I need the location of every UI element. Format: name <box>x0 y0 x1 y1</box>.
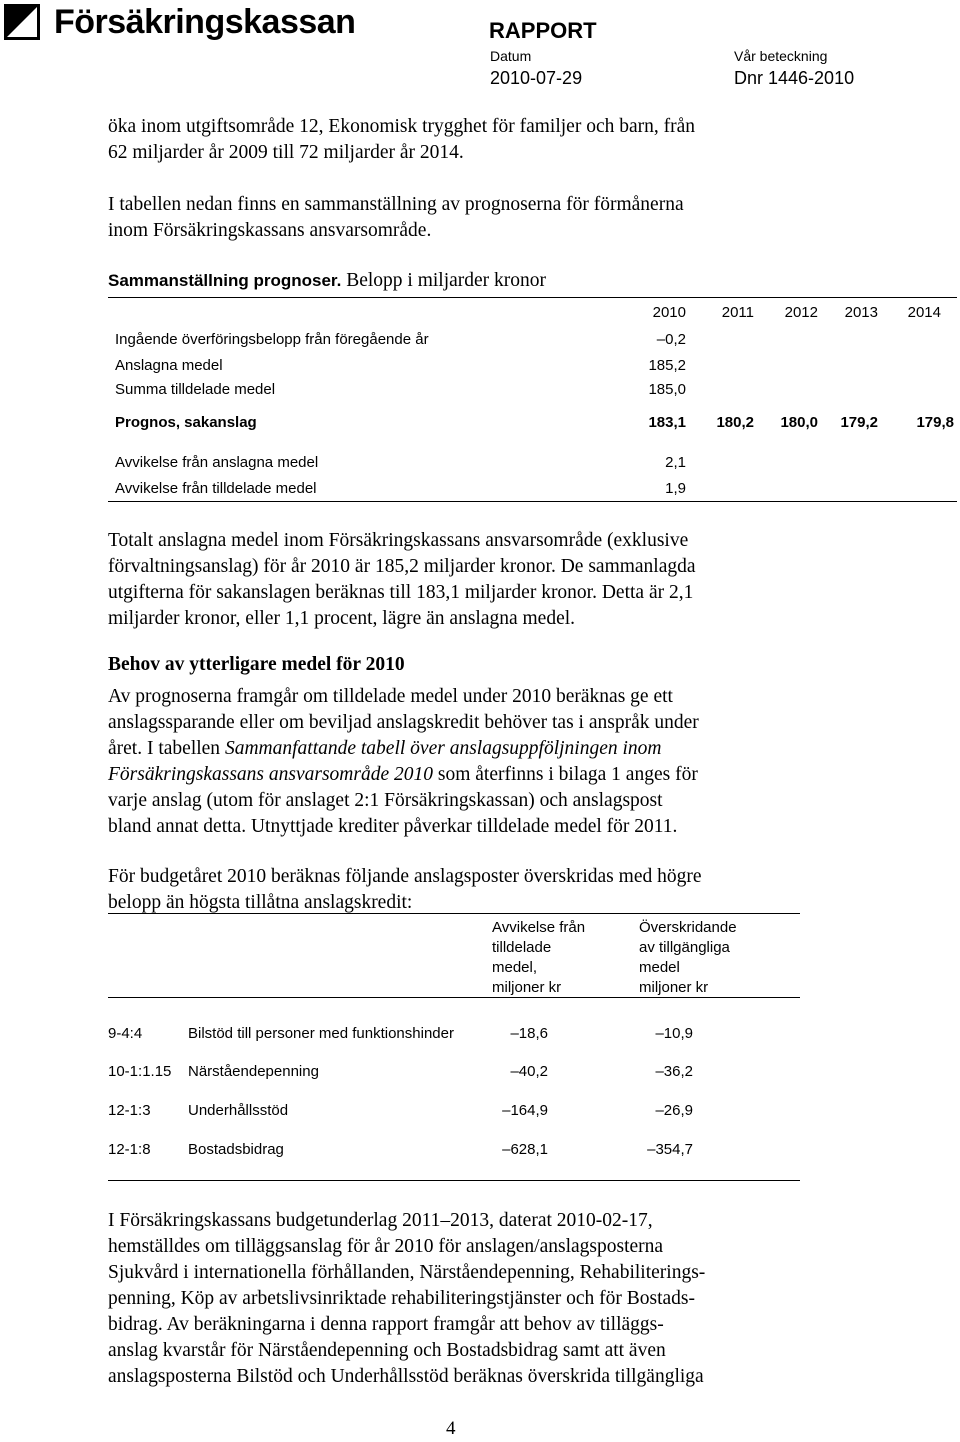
value-2014: 179,8 <box>916 414 954 431</box>
text-line: För budgetåret 2010 beräknas följande anslagsposter överskridas med högre <box>108 866 702 887</box>
value-2010: –0,2 <box>656 331 686 348</box>
value-2010: 185,2 <box>648 357 686 374</box>
row-overrun: –10,9 <box>655 1025 693 1042</box>
table-row <box>0 454 960 474</box>
text-line: belopp än högsta tillåtna anslagskredit: <box>108 892 413 913</box>
text-line: anslag kvarstår för Närståendepenning och Bostadsbidrag samt att även <box>108 1340 666 1361</box>
text-line: utgifterna för sakanslagen beräknas till 183,1 miljarder kronor. Detta är 2,1 <box>108 582 694 603</box>
text-line: anslagsposterna Bilstöd och Underhållsstöd beräknas överskrida tillgängliga <box>108 1366 704 1387</box>
row-deviation: –164,9 <box>502 1102 548 1119</box>
row-label: Summa tilldelade medel <box>115 381 276 398</box>
row-code: 10-1:1.15 <box>108 1063 172 1080</box>
value-2012: 180,0 <box>780 414 818 431</box>
text-line <box>108 736 828 762</box>
row-name: Bilstöd till personer med funktionshinder <box>188 1025 454 1042</box>
table-row <box>0 1063 960 1083</box>
row-label: Anslagna medel <box>115 357 223 374</box>
intro-paragraph <box>108 114 828 166</box>
table-row <box>0 331 960 351</box>
italic-title: Försäkringskassans ansvarsområde 2010 <box>108 764 434 785</box>
text-line: varje anslag (utom för anslaget 2:1 Försäkringskassan) och anslagspost <box>108 790 663 811</box>
table2-col1-header <box>492 918 585 998</box>
row-overrun: –354,7 <box>647 1141 693 1158</box>
budget-paragraph <box>108 864 828 916</box>
table1-caption-bold: Sammanställning prognoser. <box>108 271 342 290</box>
row-name: Underhållsstöd <box>188 1102 289 1119</box>
table-row <box>0 1025 960 1045</box>
row-label: Prognos, sakanslag <box>115 414 257 431</box>
row-overrun: –26,9 <box>655 1102 693 1119</box>
row-code: 9-4:4 <box>108 1025 143 1042</box>
reference-value: Dnr 1446-2010 <box>734 68 855 88</box>
reference-label: Vår beteckning <box>734 48 828 64</box>
header-line: medel, <box>492 959 538 976</box>
text-line <box>108 762 828 788</box>
table1-year-headers <box>0 304 960 324</box>
table-intro-paragraph <box>108 192 828 244</box>
value-2010: 185,0 <box>648 381 686 398</box>
table-row <box>0 480 960 500</box>
year-header: 2011 <box>721 304 754 321</box>
value-2010: 183,1 <box>648 414 686 431</box>
table-row <box>0 381 960 401</box>
row-deviation: –18,6 <box>510 1025 548 1042</box>
text-line: penning, Köp av arbetslivsinriktade rehabiliteringstjänster och för Bostads- <box>108 1288 696 1309</box>
text-line: I Försäkringskassans budgetunderlag 2011–2013, daterat 2010-02-17, <box>108 1210 653 1231</box>
header-line: Överskridande <box>639 919 737 936</box>
text-span: som återfinns i bilaga 1 anges för <box>433 764 698 785</box>
row-code: 12-1:3 <box>108 1102 151 1119</box>
value-2010: 1,9 <box>665 480 686 497</box>
table-row <box>0 1102 960 1122</box>
date-value: 2010-07-29 <box>490 68 583 88</box>
table-row <box>0 357 960 377</box>
text-line: Totalt anslagna medel inom Försäkringskassans ansvarsområde (exklusive <box>108 530 689 551</box>
value-2011: 180,2 <box>716 414 754 431</box>
row-name: Bostadsbidrag <box>188 1141 284 1158</box>
header-line: miljoner kr <box>492 979 562 996</box>
text-line: I tabellen nedan finns en sammanställning av prognoserna för förmånerna <box>108 194 684 215</box>
header-line: miljoner kr <box>639 979 709 996</box>
header-line: Avvikelse från <box>492 919 586 936</box>
year-header: 2013 <box>844 304 878 321</box>
table1-caption-rest: Belopp i miljarder kronor <box>341 270 547 291</box>
request-paragraph <box>108 1208 828 1390</box>
section-heading: Behov av ytterligare medel för 2010 <box>108 654 405 675</box>
text-line: Av prognoserna framgår om tilldelade medel under 2010 beräknas ge ett <box>108 686 673 707</box>
row-code: 12-1:8 <box>108 1141 151 1158</box>
row-overrun: –36,2 <box>655 1063 693 1080</box>
table-row <box>0 1141 960 1161</box>
text-line: 62 miljarder år 2009 till 72 miljarder år 2014. <box>108 142 464 163</box>
table2-header-rule <box>108 997 800 998</box>
header-line: medel <box>639 959 680 976</box>
text-line: bland annat detta. Utnyttjade krediter påverkar tilldelade medel för 2011. <box>108 816 678 837</box>
logo-text: Försäkringskassan <box>54 3 356 41</box>
row-label: Ingående överföringsbelopp från föregående år <box>115 331 429 348</box>
row-label: Avvikelse från anslagna medel <box>115 454 319 471</box>
table2-col2-header <box>639 918 737 998</box>
year-header: 2014 <box>907 304 941 321</box>
value-2010: 2,1 <box>665 454 686 471</box>
table1-bottom-rule <box>108 501 957 502</box>
row-deviation: –40,2 <box>510 1063 548 1080</box>
text-line: öka inom utgiftsområde 12, Ekonomisk trygghet för familjer och barn, från <box>108 116 696 137</box>
italic-title: Sammanfattande tabell över anslagsuppföljningen inom <box>224 738 662 759</box>
section-paragraph <box>108 684 828 840</box>
text-line: hemställdes om tilläggsanslag för år 2010 för anslagen/anslagsposterna <box>108 1236 664 1257</box>
row-label: Avvikelse från tilldelade medel <box>115 480 317 497</box>
text-line: Sjukvård i internationella förhållanden, Närståendepenning, Rehabiliterings- <box>108 1262 706 1283</box>
text-line: anslagssparande eller om beviljad anslagskredit behöver tas i anspråk under <box>108 712 699 733</box>
page-number: 4 <box>446 1418 456 1439</box>
text-span: året. I tabellen <box>108 738 225 759</box>
text-line: miljarder kronor, eller 1,1 procent, lägre än anslagna medel. <box>108 608 576 629</box>
table-row <box>0 414 960 434</box>
summary-paragraph <box>108 528 828 632</box>
text-line: inom Försäkringskassans ansvarsområde. <box>108 220 432 241</box>
logo-icon <box>4 4 40 40</box>
text-line: förvaltningsanslag) för år 2010 är 185,2 miljarder kronor. De sammanlagda <box>108 556 696 577</box>
header-line: av tillgängliga <box>639 939 730 956</box>
table1-caption <box>108 270 546 292</box>
row-deviation: –628,1 <box>502 1141 548 1158</box>
table2-bottom-rule <box>108 1180 800 1181</box>
value-2013: 179,2 <box>840 414 878 431</box>
date-label: Datum <box>490 48 532 64</box>
table1-top-rule <box>108 297 957 298</box>
year-header: 2012 <box>784 304 818 321</box>
text-line: bidrag. Av beräkningarna i denna rapport framgår att behov av tilläggs- <box>108 1314 664 1335</box>
header-line: tilldelade <box>492 939 552 956</box>
table2-top-rule <box>108 913 800 914</box>
row-name: Närståendepenning <box>188 1063 319 1080</box>
year-header: 2010 <box>652 304 686 321</box>
report-title: RAPPORT <box>489 18 597 43</box>
